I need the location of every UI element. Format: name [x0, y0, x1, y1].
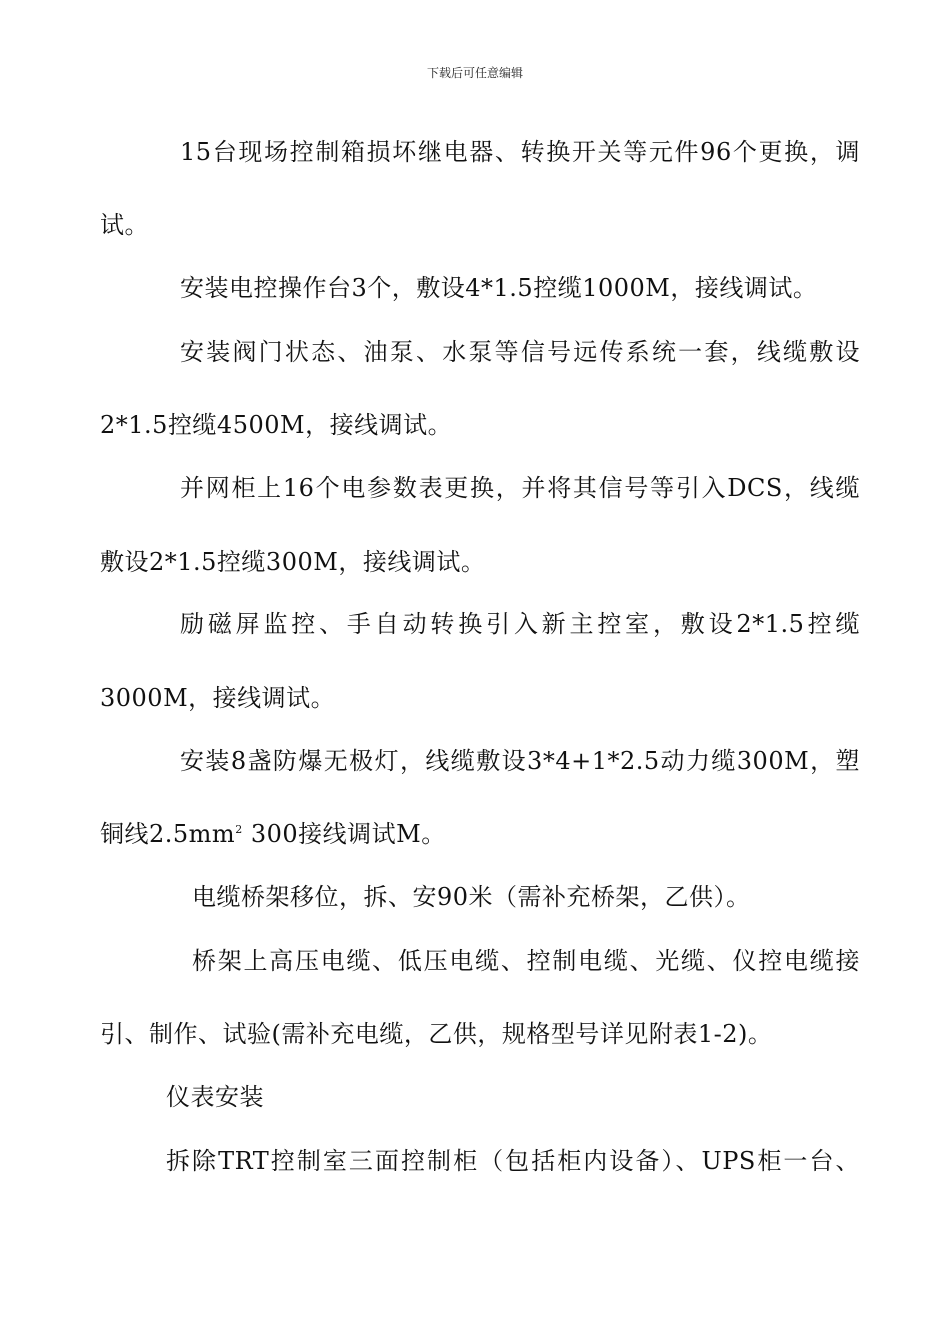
- line-11-text-b: 300接线调试M。: [242, 820, 446, 848]
- superscript-2: 2: [235, 823, 243, 836]
- paragraph-line-4: 安装阀门状态、油泵、水泵等信号远传系统一套，线缆敷设: [180, 338, 860, 366]
- line-11-text-a: 铜线2.5mm: [100, 820, 236, 848]
- paragraph-line-10: 安装8盏防爆无极灯，线缆敷设3*4+1*2.5动力缆300M，塑: [180, 747, 860, 775]
- paragraph-line-16: 拆除TRT控制室三面控制柜（包括柜内设备）、UPS柜一台、: [166, 1147, 860, 1175]
- paragraph-line-5: 2*1.5控缆4500M，接线调试。: [100, 411, 453, 439]
- paragraph-line-3: 安装电控操作台3个，敷设4*1.5控缆1000M，接线调试。: [180, 274, 818, 302]
- paragraph-line-11: [100, 819, 446, 849]
- paragraph-line-9: 3000M，接线调试。: [100, 684, 336, 712]
- paragraph-line-12: 电缆桥架移位，拆、安90米（需补充桥架，乙供）。: [192, 883, 751, 911]
- section-heading-instrument-installation: 仪表安装: [166, 1083, 264, 1111]
- paragraph-line-7: 敷设2*1.5控缆300M，接线调试。: [100, 548, 486, 576]
- paragraph-line-2: 试。: [100, 211, 149, 239]
- paragraph-line-14: 引、制作、试验(需补充电缆，乙供，规格型号详见附表1-2)。: [100, 1020, 773, 1048]
- paragraph-line-13: 桥架上高压电缆、低压电缆、控制电缆、光缆、仪控电缆接: [192, 947, 860, 975]
- paragraph-line-6: 并网柜上16个电参数表更换，并将其信号等引入DCS，线缆: [180, 474, 860, 502]
- page-header: 下载后可任意编辑: [426, 66, 523, 80]
- paragraph-line-8: 励磁屏监控、手自动转换引入新主控室，敷设2*1.5控缆: [180, 610, 860, 638]
- paragraph-line-1: 15台现场控制箱损坏继电器、转换开关等元件96个更换，调: [180, 138, 860, 166]
